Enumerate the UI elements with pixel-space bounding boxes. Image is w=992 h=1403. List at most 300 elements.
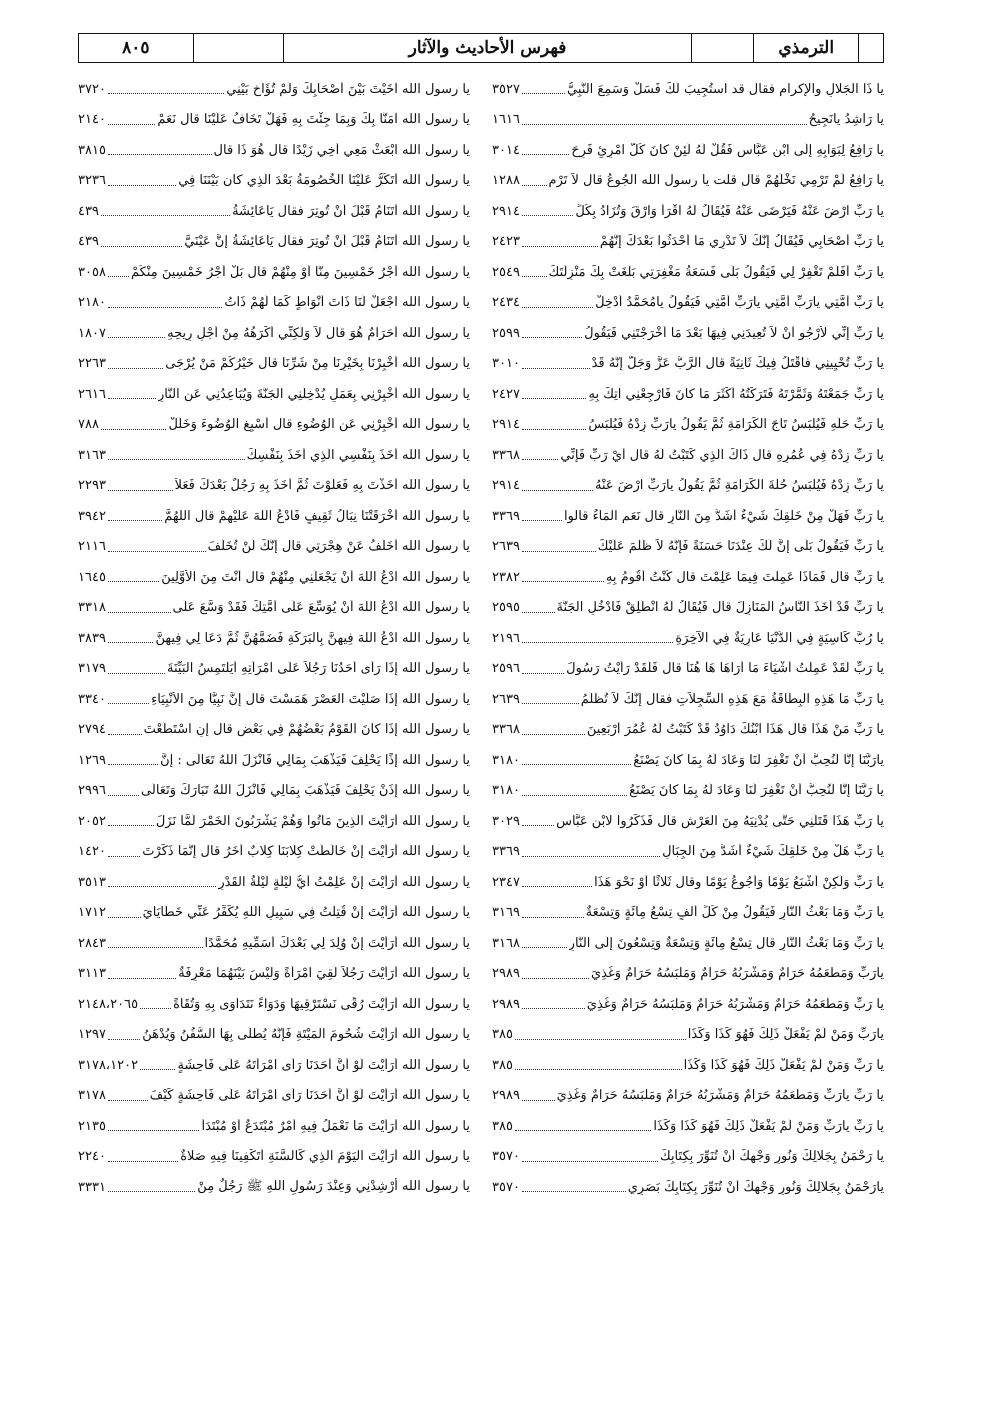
hadith-number: ١٧١٢	[78, 905, 106, 921]
index-entry	[492, 684, 884, 715]
leader-dots	[522, 306, 593, 308]
right-column	[492, 74, 884, 1274]
index-entry	[78, 745, 470, 776]
hadith-number: ٢٤٢٧	[492, 386, 520, 402]
hadith-number: ٢١٩٦	[492, 630, 520, 646]
index-entry	[492, 318, 884, 349]
index-entry	[492, 166, 884, 197]
index-entry	[492, 440, 884, 471]
hadith-number: ٣٠١٠	[492, 356, 520, 372]
index-entry	[78, 227, 470, 258]
leader-dots	[522, 123, 807, 125]
hadith-number: ٢١٣٥	[78, 1118, 106, 1134]
entry-text: يا رَبِّ مَا هَذِهِ البِطَاقَةُ مَعَ هَذِهِ السِّجِلاَّتِ فقال إِنَّكَ لاَ تُظْلَمُ	[580, 691, 884, 707]
entry-text: يا رَبِّ تُحْيِينِي فأُقْتَلُ فِيكَ ثَانِيَةً قال الرَّبُّ عَزَّ وَجَلَّ إِنَّهُ قَدْ	[591, 356, 884, 372]
hadith-number: ٢٩٨٩	[492, 996, 520, 1012]
index-entry	[78, 196, 470, 227]
index-entry	[78, 410, 470, 441]
index-entry	[492, 501, 884, 532]
entry-text: يا رسول الله أَرْشِدْنِي وَعِنْدَ رَسُولِ اللهِ ﷺ رَجُلٌ مِنْ	[197, 1178, 470, 1194]
entry-text: يا رَافِعُ لِبَوَابِهِ إِلَى ابْنِ عَبَّاسٍ فَقُلْ لَهُ لَئِنْ كانَ كُلُّ امْرِئٍ فَرِحَ	[571, 142, 884, 158]
hadith-number: ٢١٤٨،٢٠٦٥	[78, 996, 139, 1012]
hadith-number: ٣٠١٤	[492, 142, 520, 158]
hadith-number: ٣٣٦٩	[492, 844, 520, 860]
index-entry	[492, 837, 884, 868]
leader-dots	[522, 733, 585, 735]
hadith-number: ٣٨٥	[492, 1118, 513, 1134]
leader-dots	[522, 580, 604, 582]
index-entry	[492, 715, 884, 746]
leader-dots	[101, 245, 182, 247]
hadith-number: ٧٨٨	[78, 417, 99, 433]
leader-dots	[522, 672, 564, 674]
hadith-number: ٣٣٦٩	[492, 508, 520, 524]
entry-text: يا رَبِّ جَمَعْتَهُ وَثَمَّرْتَهُ فَتَرَكْتُهُ أَكْثَرَ مَا كانَ فَارْجِعْنِي آتِكَ بِهِ	[588, 386, 884, 402]
index-entry	[78, 532, 470, 563]
entry-text: يا رسول الله أَرَأَيْتَ شُحُومَ المَيْتَةِ فَإِنَّهُ يُطْلَى بِهَا السُّفُنُ وَيُدْهَنُ	[142, 1027, 470, 1043]
leader-dots	[522, 977, 589, 979]
entry-text: يا رَبِّ قال فَمَاذَا عَمِلْتَ فِيمَا عَلِمْتَ قال كُنْتُ أَقُومُ بِهِ	[605, 569, 884, 585]
index-entry	[492, 1020, 884, 1051]
hadith-number: ٢٣٤٧	[492, 874, 520, 890]
leader-dots	[108, 458, 245, 460]
entry-text: يا رَبِّ يارَبِّ وَمَنْ لَمْ يَفْعَلْ ذَلِكَ فَهُوَ كَذَا وَكَذَا	[653, 1118, 884, 1134]
entry-text: يا رسول الله أَرَأَيْتَ إِنْ خَالَطَتْ كِلابَنَا كِلابٌ أُخَرُ قال إِنَّمَا ذَكَرْتَ	[142, 844, 470, 860]
entry-text: يا رَبِّ ارْضَ عَنْهُ فَيَرْضَى عَنْهُ فَيُقَالُ لَهُ اقْرَأْ وَارْقَ وَتُزَادُ بِكُلِّ	[575, 203, 884, 219]
hadith-number: ٢٩٨٩	[492, 966, 520, 982]
entry-text: يا رسول الله أَخْبِرْنِي عَنِ الوُضُوءِ قال أَسْبِغِ الوُضُوءَ وَخَلِّلْ	[168, 417, 470, 433]
index-entry	[78, 1172, 470, 1203]
hadith-number: ٣٧٢٠	[78, 81, 106, 97]
hadith-number: ٢٤٢٣	[492, 234, 520, 250]
index-entry	[78, 959, 470, 990]
leader-dots	[101, 428, 167, 430]
entry-text: يا رسول الله أَخْبِرْنِي بِعَمَلٍ يُدْخِلُنِي الجَنَّةَ وَيُبَاعِدُنِي عَنِ النَّارِ	[158, 386, 470, 402]
index-entry	[492, 1050, 884, 1081]
hadith-number: ٢٤٣٤	[492, 295, 520, 311]
hadith-number: ٣٠٢٩	[492, 813, 520, 829]
entry-text: يا رسول الله أَرَأَيْتَ الَّذِينَ مَاتُوا وَهُمْ يَشْرَبُونَ الخَمْرَ لَمَّا نَزَلَ	[155, 813, 470, 829]
entry-text: يا رَبِّ وَمَطْعَمُهُ حَرَامٌ وَمَشْرَبُهُ حَرَامٌ وَمَلْبَسُهُ حَرَامٌ وَغُذِيَ	[586, 996, 884, 1012]
leader-dots	[522, 611, 555, 613]
hadith-number: ٣٨٥	[492, 1027, 513, 1043]
entry-text: يا رَبِّ لَقَدْ عَمِلْتُ أَشْيَاءَ مَا أَرَاهَا هَا هُنَا قال فَلَقَدْ رَأَيْتُ رَسُولَ	[566, 661, 884, 677]
index-entry	[78, 379, 470, 410]
hadith-number: ٣١٦٩	[492, 905, 520, 921]
page-number: ٨٠٥	[122, 38, 150, 58]
entry-text: يا رسول الله أَرَأَيْتَ لَوْ أَنَّ أَحَدَنَا رَأَى امْرَأَتَهُ عَلَى فَاحِشَةٍ	[177, 1057, 470, 1073]
leader-dots	[522, 489, 593, 491]
index-entry	[78, 257, 470, 288]
index-entry	[492, 196, 884, 227]
leader-dots	[515, 1038, 686, 1040]
leader-dots	[522, 92, 565, 94]
entry-text: يا رسول الله ادْعُ اللهَ أَنْ يُوَسِّعَ عَلَى أُمَّتِكَ فَقَدْ وَسَّعَ عَلَى	[172, 600, 470, 616]
entry-text: يا رَبِّ زِدْهُ فَيُلْبَسُ حُلَّةَ الكَرَامَةِ ثُمَّ يَقُولُ يارَبِّ ارْضَ عَنْهُ	[595, 478, 884, 494]
leader-dots	[108, 153, 212, 155]
index-entry	[492, 1081, 884, 1112]
hadith-number: ١٦١٦	[492, 112, 520, 128]
hadith-number: ٢٩٨٩	[492, 1088, 520, 1104]
leader-dots	[522, 1099, 555, 1101]
index-entry	[492, 745, 884, 776]
hadith-number: ٣١٧٩	[78, 661, 106, 677]
index-entry	[78, 501, 470, 532]
index-entry	[492, 867, 884, 898]
hadith-number: ١٨٠٧	[78, 325, 106, 341]
leader-dots	[108, 92, 224, 94]
leader-dots	[522, 1007, 585, 1009]
leader-dots	[108, 184, 176, 186]
leader-dots	[522, 794, 627, 796]
index-entry	[492, 898, 884, 929]
hadith-number: ٣٨١٥	[78, 142, 106, 158]
leader-dots	[108, 550, 206, 552]
hadith-number: ٤٣٩	[78, 203, 99, 219]
leader-dots	[108, 519, 162, 521]
entry-text: يارَبِّ وَمَطْعَمُهُ حَرَامٌ وَمَشْرَبُهُ حَرَامٌ وَمَلْبَسُهُ حَرَامٌ وَغُذِيَ	[590, 966, 884, 982]
entry-text: يارَبَّنَا إِنَّا لَنُحِبُّ أَنْ تَغْفِرَ لَنَا وَعَادَ لَهُ بِمَا كانَ يَصْنَعُ	[633, 752, 884, 768]
leader-dots	[108, 1099, 148, 1101]
entry-text: يا رَبِّ فَيَقُولُ بَلَى إِنَّ لَكَ عِنْدَنَا حَسَنَةً فَإِنَّهُ لاَ ظُلْمَ عَلَيْكَ	[597, 539, 884, 555]
hadith-number: ٣٠٥٨	[78, 264, 106, 280]
hadith-number: ٣٣٣١	[78, 1179, 106, 1195]
leader-dots	[140, 1007, 171, 1009]
index-entry	[78, 1020, 470, 1051]
hadith-number: ٢٥٩٩	[492, 325, 520, 341]
index-entry	[492, 227, 884, 258]
index-entry	[492, 379, 884, 410]
index-entry	[78, 837, 470, 868]
index-entry	[492, 959, 884, 990]
header-blank-right	[858, 34, 883, 62]
hadith-number: ٢٢٩٣	[78, 478, 106, 494]
leader-dots	[522, 946, 567, 948]
leader-dots	[108, 763, 158, 765]
leader-dots	[522, 275, 547, 277]
hadith-number: ٣١٨٠	[492, 752, 520, 768]
leader-dots	[522, 336, 582, 338]
hadith-number: ٢٦٣٩	[492, 691, 520, 707]
index-entry	[78, 1142, 470, 1173]
leader-dots	[108, 855, 140, 857]
index-entry	[492, 654, 884, 685]
index-entry	[78, 898, 470, 929]
index-entry	[78, 1081, 470, 1112]
hadith-number: ٢٩١٤	[492, 203, 520, 219]
entry-text: يا رسول الله أَخْرَقَتْنَا نِبَالُ ثَقِيفٍ فَادْعُ اللهَ عَلَيْهِمْ قال اللَّهُمَّ	[164, 508, 470, 524]
leader-dots	[522, 916, 584, 918]
entry-text: يا رسول الله إِذَا صَلَّيْتَ العَصْرَ هَمَسْتَ قال إِنَّ نَبِيًّا مِنَ الأَنْبِيَاءِ	[151, 691, 470, 707]
index-entry	[492, 288, 884, 319]
index-entry	[78, 776, 470, 807]
entry-text: يا رَبِّ فَهَلْ مِنْ خَلْقِكَ شَيْءٌ أَشَدُّ مِنَ النَّارِ قال نَعَمِ المَاءُ قالوا	[563, 508, 884, 524]
entry-text: يا رسول الله أُخَلَّفُ عَنْ هِجْرَتِي قال إِنَّكَ لَنْ تُخَلَّفَ	[207, 539, 470, 555]
hadith-number: ٣٥٢٧	[492, 81, 520, 97]
leader-dots	[522, 855, 660, 857]
index-entry	[78, 806, 470, 837]
leader-dots	[108, 824, 154, 826]
entry-text: يا رسول الله أَتَنَامُ قَبْلَ أَنْ تُوتِرَ فقال يَاعَائِشَةُ	[232, 203, 470, 219]
hadith-number: ١٢٦٩	[78, 752, 106, 768]
hadith-number: ٣٨٥	[492, 1057, 513, 1073]
index-entry	[78, 135, 470, 166]
entry-text: يا رسول الله أَتَكُرُّ عَلَيْنَا الخُصُومَةُ بَعْدَ الَّذِي كان بَيْنَنَا فِي	[178, 173, 470, 189]
leader-dots	[522, 763, 631, 765]
hadith-number: ٣٣٦٨	[492, 722, 520, 738]
hadith-number: ٢٥٩٦	[492, 661, 520, 677]
index-entry	[78, 318, 470, 349]
page-header	[78, 33, 884, 63]
leader-dots	[108, 489, 173, 491]
leader-dots	[108, 1038, 140, 1040]
index-entry	[492, 1172, 884, 1203]
hadith-number: ٣٣٦٨	[492, 447, 520, 463]
hadith-number: ٣١٦٣	[78, 447, 106, 463]
index-entry	[492, 928, 884, 959]
leader-dots	[515, 1068, 682, 1070]
leader-dots	[522, 1160, 658, 1162]
leader-dots	[522, 824, 554, 826]
leader-dots	[522, 550, 596, 552]
entry-text: يا رَبِّ مَنْ هَذَا قال هَذَا ابْنُكَ دَاوُدُ قَدْ كَتَبْتُ لَهُ عُمُرَ أَرْبَعِينَ	[586, 722, 884, 738]
entry-text: يا رُبَّ كَاسِيَةٍ فِي الدُّنْيَا عَارِيَةٌ فِي الآخِرَةِ	[675, 630, 884, 646]
leader-dots	[522, 1190, 626, 1192]
hadith-number: ١٢٩٧	[78, 1027, 106, 1043]
entry-text: يا رَبِّ وَمَنْ لَمْ يَفْعَلْ ذَلِكَ فَهُوَ كَذَا وَكَذَا	[683, 1057, 884, 1073]
hadith-number: ٢٠٥٢	[78, 813, 106, 829]
page-title: فهرس الأحاديث والآثار	[283, 34, 692, 62]
entry-text: يا رسول الله ادْعُ اللهَ فِيهِنَّ بِالبَرَكَةِ فَضَمَّهُنَّ ثُمَّ دَعَا لِي فِيهِنَّ	[155, 630, 470, 646]
hadith-number: ٢٩٩٦	[78, 783, 106, 799]
entry-text: يا رسول الله أَخَذَ بِنَفْسِي الَّذِي أَخَذَ بِنَفْسِكَ	[246, 447, 470, 463]
hadith-number: ٢٥٤٩	[492, 264, 520, 280]
index-entry	[78, 440, 470, 471]
hadith-number: ٣٥٧٠	[492, 1179, 520, 1195]
entry-text: يا رَبِّ أُمَّتِي يارَبِّ أُمَّتِي يارَبِّ أُمَّتِي فَيَقُولُ يامُحَمَّدُ أَدْخِلْ	[595, 295, 884, 311]
leader-dots	[108, 885, 216, 887]
leader-dots	[140, 1068, 175, 1070]
hadith-number: ٣٥٧٠	[492, 1149, 520, 1165]
index-entry	[78, 1050, 470, 1081]
index-entry	[78, 105, 470, 136]
entry-text: يا رَبِّ حَلِّهِ فَيُلْبَسُ تَاجَ الكَرَامَةِ ثُمَّ يَقُولُ يارَبِّ زِدْهُ فَيُلْبَسُ	[588, 417, 884, 433]
leader-dots	[522, 184, 547, 186]
leader-dots	[108, 733, 142, 735]
entry-text: يا رسول الله أَرَأَيْتَ إِنْ وُلِدَ لِي بَعْدَكَ أُسَمِّيهِ مُحَمَّدًا	[204, 935, 470, 951]
entry-text: يا رَبِّ أَصْحَابِي فَيُقَالُ إِنَّكَ لاَ تَدْرِي مَا أَحْدَثُوا بَعْدَكَ إِنَّهُمْ	[599, 234, 884, 250]
hadith-number: ٢٣٨٢	[492, 569, 520, 585]
entry-text: يا رَبِّ زِدْهُ فِي عُمُرِهِ قال ذَاكَ الَّذِي كَتَبْتُ لَهُ قال أَيْ رَبِّ فَإِنِّي	[560, 447, 884, 463]
hadith-number: ٢٨٤٣	[78, 935, 106, 951]
hadith-number: ٢٩١٤	[492, 417, 520, 433]
leader-dots	[522, 519, 562, 521]
entry-text: يا ذَا الجَلالِ والإِكرامِ فقال قد استُجِيبَ لَكَ فَسَلْ وَسَمِعَ النَّبِيُّ	[567, 81, 884, 97]
index-entry	[78, 166, 470, 197]
hadith-number: ٣٢٣٦	[78, 173, 106, 189]
hadith-number: ٢٦١٦	[78, 386, 106, 402]
header-blank-mid-left	[193, 34, 283, 62]
leader-dots	[522, 367, 590, 369]
leader-dots	[522, 397, 587, 399]
index-entry	[78, 288, 470, 319]
index-entry	[492, 562, 884, 593]
index-entry	[492, 410, 884, 441]
index-entry	[492, 135, 884, 166]
entry-text: يا رسول الله أَرَأَيْتَ لَوْ أَنَّ أَحَدَنَا رَأَى امْرَأَتَهُ عَلَى فَاحِشَةٍ كَيْفَ	[149, 1088, 470, 1104]
hadith-number: ٣٨٣٩	[78, 630, 106, 646]
entry-text: يا رَبِّ وَلَكِنْ أَشْبَعُ يَوْمًا وَأَجُوعُ يَوْمًا وقال ثَلاثًا أَوْ نَحْوَ هَذَا	[594, 874, 884, 890]
hadith-number: ٢٧٩٤	[78, 722, 106, 738]
hadith-number: ١٢٨٨	[492, 173, 520, 189]
hadith-number: ٢٥٩٥	[492, 600, 520, 616]
leader-dots	[108, 123, 155, 125]
index-entry	[78, 654, 470, 685]
hadith-number: ٢٢٤٠	[78, 1149, 106, 1165]
index-entry	[492, 105, 884, 136]
hadith-number: ٢١٨٠	[78, 295, 106, 311]
index-entry	[492, 776, 884, 807]
hadith-number: ١٤٢٠	[78, 844, 106, 860]
entry-text: يا رَاشِدُ يانَجِيحُ	[808, 112, 884, 128]
entry-text: يا رسول الله أَخَذْتَ بِهِ فَعَلَوْتَ ثُمَّ أَخَذَ بِهِ رَجُلٌ بَعْدَكَ فَعَلاَ	[174, 478, 470, 494]
entry-text: يا رسول الله أَرَأَيْتَ رُقًى نَسْتَرْقِيهَا وَدَوَاءً نَتَدَاوَى بِهِ وَتُقَاةً	[173, 996, 470, 1012]
entry-text: يا رَحْمَنُ بِجَلالِكَ وَنُورِ وَجْهِكَ أَنْ تُنَوِّرَ بِكِتَابِكَ	[659, 1149, 884, 1165]
hadith-number: ٢٩١٤	[492, 478, 520, 494]
entry-text: يارَحْمَنُ بِجَلالِكَ وَنُورِ وَجْهِكَ أَنْ تُنَوِّرَ بِكِتَابِكَ بَصَرِي	[627, 1179, 884, 1195]
entry-text: يا رَافِعُ لَمْ تَرْمِي نَخْلَهُمْ قال قلت يا رسول الله الجُوعُ قال لاَ تَرْمِ	[548, 173, 884, 189]
index-entry	[78, 593, 470, 624]
hadith-number: ٣٩٤٢	[78, 508, 106, 524]
hadith-number: ٣٣٤٠	[78, 691, 106, 707]
leader-dots	[108, 641, 154, 643]
entry-text: يا رَبِّ قَدْ أَخَذَ النَّاسُ المَنَازِلَ قال فَيُقَالُ لَهُ انْطَلِقْ فَادْخُلِ الجَنَّةَ	[556, 600, 884, 616]
index-entry	[78, 684, 470, 715]
entry-text: يا رسول الله أَرَأَيْتَ إِنْ قُتِلْتُ فِي سَبِيلِ اللهِ يُكَفِّرُ عَنِّي خَطَايَايَ	[142, 905, 470, 921]
leader-dots	[101, 214, 230, 216]
entry-text: يا رَبَّنَا إِنَّا لَنُحِبُّ أَنْ تَغْفِرَ لَنَا وَعَادَ لَهُ بِمَا كانَ يَصْنَعُ	[629, 783, 884, 799]
book-name: الترمذي	[753, 34, 858, 62]
leader-dots	[108, 672, 165, 674]
entry-text: يا رسول الله ابْعَثْ مَعِي أَخِي زَيْدًا قال هُوَ ذَا قال	[213, 142, 470, 158]
leader-dots	[522, 641, 673, 643]
entry-text: يا رسول الله إِذَا رَأَى أَحَدُنَا رَجُلاً عَلَى امْرَأَتِهِ أَيَلْتَمِسُ البَيِّنَةَ	[167, 661, 470, 677]
index-entry	[492, 989, 884, 1020]
index-entry	[78, 1111, 470, 1142]
left-column	[78, 74, 470, 1274]
hadith-number: ٣١٦٨	[492, 935, 520, 951]
entry-text: يا رسول الله أَرَأَيْتَ رَجُلاً لَقِيَ امْرَأَةً وَلَيْسَ بَيْنَهُمَا مَعْرِفَةٌ	[178, 966, 470, 982]
entry-text: يا رسول الله إِذَنْ يَحْلِفَ فَيَذْهَبَ بِمَالِي فَأَنْزَلَ اللهُ تَبَارَكَ وَتَعَالَى	[141, 783, 470, 799]
leader-dots	[108, 275, 129, 277]
index-columns	[78, 74, 884, 1274]
hadith-number: ١٦٤٥	[78, 569, 106, 585]
entry-text: يا رسول الله أَرَأَيْتَ اليَوْمَ الَّذِي كَالسَّنَةِ أَتَكْفِينَا فِيهِ صَلاةٌ	[180, 1149, 470, 1165]
entry-text: يا رَبِّ يارَبِّ وَمَطْعَمُهُ حَرَامٌ وَمَشْرَبُهُ حَرَامٌ وَمَلْبَسُهُ حَرَامٌ وَغُذِيَ	[556, 1088, 884, 1104]
leader-dots	[108, 794, 139, 796]
leader-dots	[108, 702, 149, 704]
hadith-number: ٣٥١٣	[78, 874, 106, 890]
leader-dots	[515, 1129, 651, 1131]
index-entry	[492, 623, 884, 654]
entry-text: يا رَبِّ هَلْ مِنْ خَلْقِكَ شَيْءٌ أَشَدُّ مِنَ الجِبَالِ	[662, 844, 884, 860]
entry-text: يا رسول الله أَجْرُ خَمْسِينَ مِنَّا أَوْ مِنْهُمْ قال بَلْ أَجْرُ خَمْسِينَ مِنْكُمْ	[131, 264, 470, 280]
leader-dots	[108, 336, 165, 338]
index-entry	[78, 471, 470, 502]
hadith-number: ٢٦٣٩	[492, 539, 520, 555]
entry-text: يا رَبِّ هَذَا قَتَلَنِي حَتَّى يُدْنِيَهُ مِنَ العَرْشِ قال فَذَكَرُوا لابْنِ عَبَّاسٍ	[556, 813, 884, 829]
leader-dots	[522, 214, 573, 216]
hadith-number: ٣١١٣	[78, 966, 106, 982]
hadith-number: ٣١٨٠	[492, 783, 520, 799]
index-entry	[492, 806, 884, 837]
index-entry	[492, 74, 884, 105]
entry-text: يا رسول الله أَرَأَيْتَ إِنْ عَلِمْتُ أَيُّ لَيْلَةٍ لَيْلَةُ القَدْرِ	[218, 874, 470, 890]
hadith-number: ٢١٤٠	[78, 112, 106, 128]
leader-dots	[522, 428, 586, 430]
leader-dots	[108, 946, 203, 948]
leader-dots	[108, 977, 176, 979]
index-entry	[78, 715, 470, 746]
index-entry	[492, 532, 884, 563]
hadith-number: ٣١٧٨،١٢٠٢	[78, 1057, 139, 1073]
index-entry	[492, 349, 884, 380]
leader-dots	[108, 367, 163, 369]
leader-dots	[108, 1160, 178, 1162]
index-entry	[78, 989, 470, 1020]
entry-text: يا رسول الله أَحَرَامٌ هُوَ قال لاَ وَلَكِنِّي أَكْرَهُهُ مِنْ أَجْلِ رِيحِهِ	[167, 325, 470, 341]
index-entry	[492, 593, 884, 624]
entry-text: يا رسول الله إِذَا كانَ القَوْمُ بَعْضُهُمْ فِي بَعْضٍ قال إِنِ اسْتَطَعْتَ	[143, 722, 470, 738]
index-entry	[78, 74, 470, 105]
entry-text: يا رَبِّ وَمَا بَعْثُ النَّارِ فَيَقُولُ مِنْ كُلِّ أَلْفٍ تِسْعُ مِائَةٍ وَتِسْعَةٌ	[585, 905, 884, 921]
index-entry	[492, 1111, 884, 1142]
leader-dots	[522, 458, 558, 460]
entry-text: يا رسول الله ادْعُ اللهَ أَنْ يَجْعَلَنِي مِنْهُمْ قال أَنْتَ مِنَ الأَوَّلِينَ	[161, 569, 470, 585]
header-blank-mid-right	[691, 34, 753, 62]
entry-text: يا رسول الله آخَيْتَ بَيْنَ أَصْحَابِكَ وَلَمْ تُؤَاخِ بَيْنِي	[226, 81, 470, 97]
entry-text: يا رَبِّ إِنِّي لأَرْجُو أَنْ لاَ تُعِيدَنِي فِيهَا بَعْدَ مَا أَخْرَجْتَنِي فَيَقُولُ	[584, 325, 884, 341]
leader-dots	[522, 245, 598, 247]
entry-text: يا رَبِّ أَفَلَمْ تَغْفِرْ لِي فَيَقُولُ بَلَى فَسَعَةُ مَغْفِرَتِي بَلَغَتْ بِكَ مَنْزِلَتَكَ	[548, 264, 884, 280]
entry-text: يارَبِّ وَمَنْ لَمْ يَفْعَلْ ذَلِكَ فَهُوَ كَذَا وَكَذَا	[687, 1027, 884, 1043]
leader-dots	[108, 1129, 200, 1131]
leader-dots	[522, 885, 592, 887]
leader-dots	[108, 306, 222, 308]
index-entry	[492, 1142, 884, 1173]
leader-dots	[108, 611, 171, 613]
hadith-number: ٤٣٩	[78, 234, 99, 250]
entry-text: يا رسول الله أَتَنَامُ قَبْلَ أَنْ تُوتِرَ فقال يَاعَائِشَةُ إِنَّ عَيْنَيَّ	[184, 234, 470, 250]
hadith-number: ٢١١٦	[78, 539, 106, 555]
hadith-number: ٣٣١٨	[78, 600, 106, 616]
entry-text: يا رسول الله أَخْبِرْنَا بِخَيْرِنَا مِنْ شَرِّنَا قال خَيْرُكُمْ مَنْ يُرْجَى	[165, 356, 470, 372]
entry-text: يا رسول الله إِذًا يَحْلِفَ فَيَذْهَبَ بِمَالِي فَأَنْزَلَ اللهُ تَعَالَى : إِنَّ	[160, 752, 470, 768]
entry-text: يا رَبِّ وَمَا بَعْثُ النَّارِ قال تِسْعُ مِائَةٍ وَتِسْعَةٌ وَتِسْعُونَ إِلَى النَّارِ	[568, 935, 884, 951]
leader-dots	[108, 397, 156, 399]
leader-dots	[108, 580, 159, 582]
hadith-number: ٢٢٦٣	[78, 356, 106, 372]
index-entry	[78, 867, 470, 898]
hadith-number: ٣١٧٨	[78, 1088, 106, 1104]
index-entry	[78, 928, 470, 959]
index-entry	[78, 562, 470, 593]
index-entry	[492, 471, 884, 502]
leader-dots	[108, 1190, 195, 1192]
leader-dots	[522, 702, 579, 704]
entry-text: يا رسول الله أَرَأَيْتَ مَا نَعْمَلُ فِيهِ أَمْرٌ مُبْتَدَعٌ أَوْ مُبْتَدَأٌ	[201, 1118, 470, 1134]
index-entry	[492, 257, 884, 288]
